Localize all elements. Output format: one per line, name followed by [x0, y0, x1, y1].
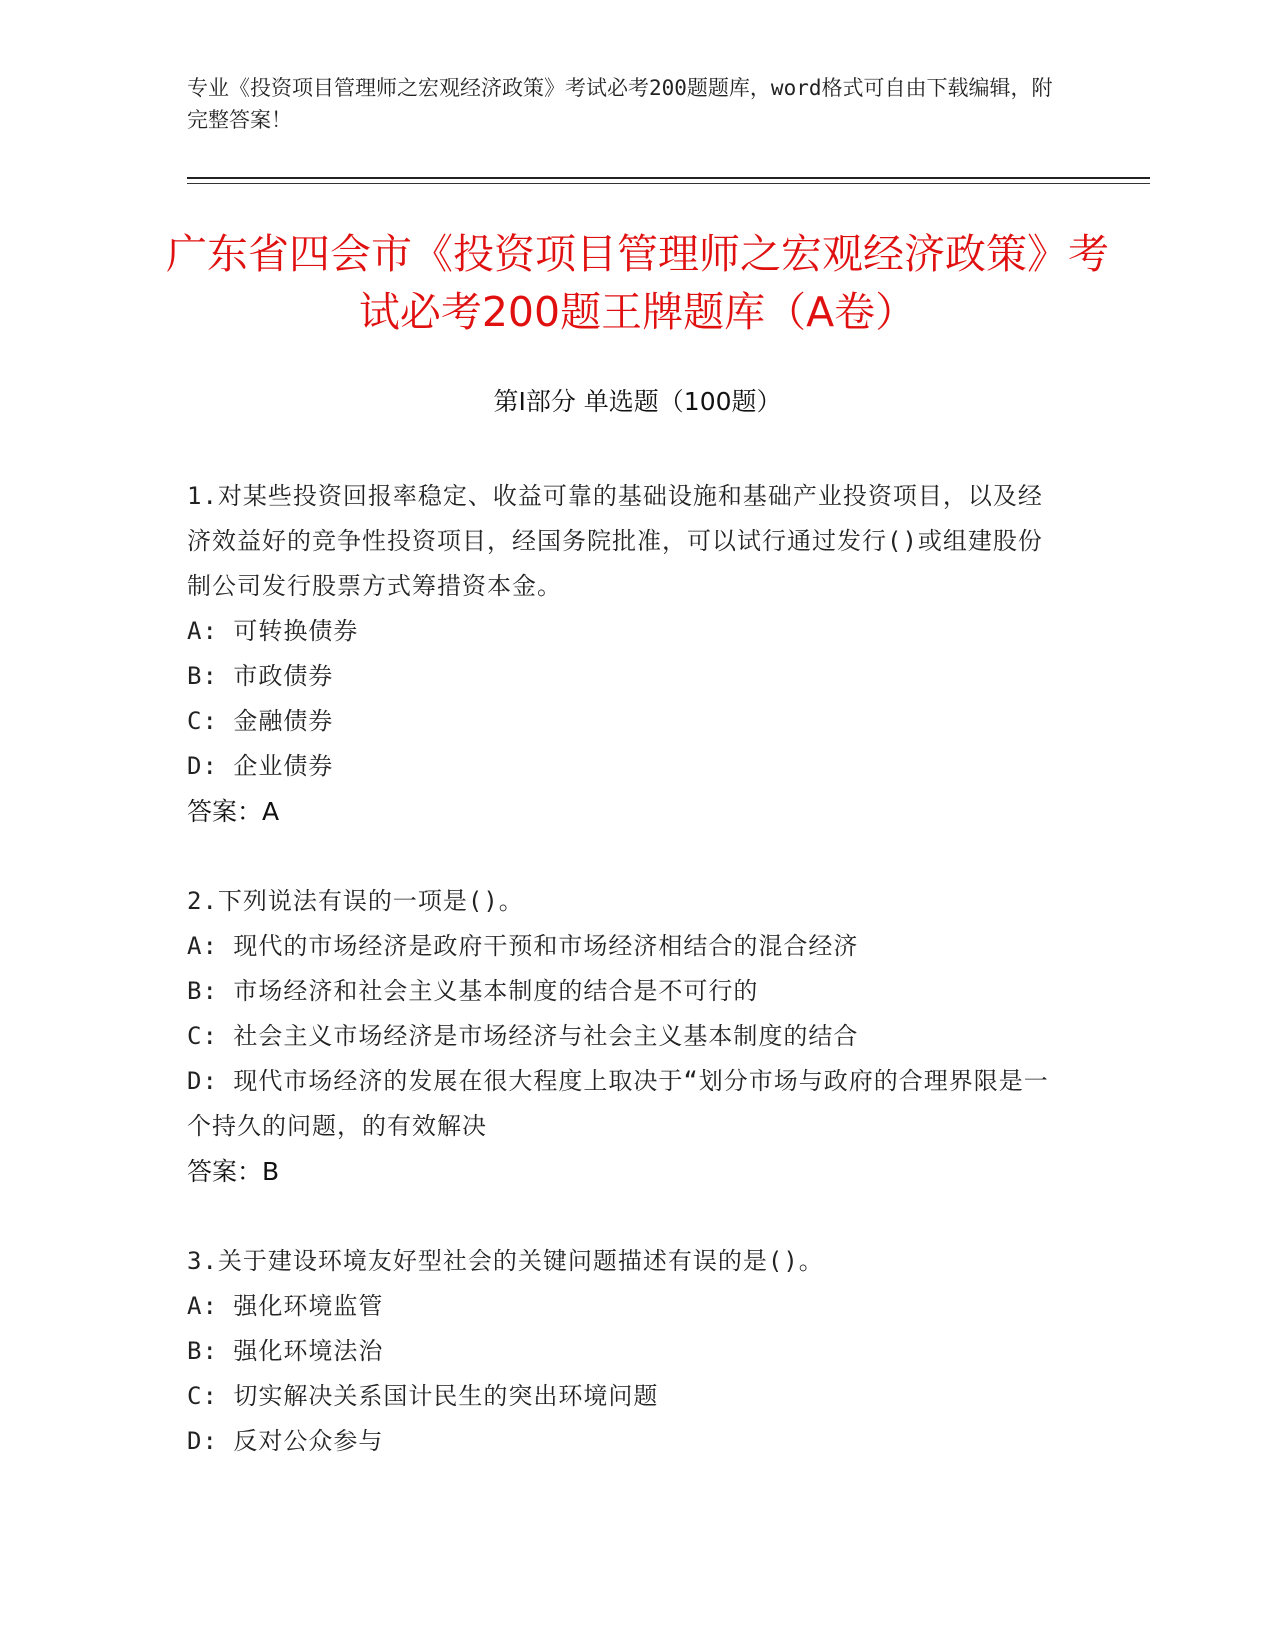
question-text: 2.下列说法有误的一项是()。 — [187, 887, 524, 915]
option-b: B: 市政债券 — [187, 662, 334, 690]
option-a: A: 强化环境监管 — [187, 1292, 384, 1320]
question-1 — [187, 474, 1067, 834]
option-c: C: 社会主义市场经济是市场经济与社会主义基本制度的结合 — [187, 1022, 859, 1050]
question-list — [187, 474, 1067, 1509]
question-text: 3.关于建设环境友好型社会的关键问题描述有误的是()。 — [187, 1247, 824, 1275]
option-d: D: 现代市场经济的发展在很大程度上取决于“划分市场与政府的合理界限是一个持久的问题，的有效解决 — [187, 1067, 1049, 1140]
option-a: A: 现代的市场经济是政府干预和市场经济相结合的混合经济 — [187, 932, 859, 960]
option-b: B: 强化环境法治 — [187, 1337, 384, 1365]
answer: 答案：A — [187, 797, 280, 826]
option-d: D: 反对公众参与 — [187, 1427, 384, 1455]
option-a: A: 可转换债券 — [187, 617, 359, 645]
document-title: 广东省四会市《投资项目管理师之宏观经济政策》考试必考200题王牌题库（A卷） — [166, 230, 1109, 336]
header-rule-thick — [187, 177, 1150, 179]
header-note: 专业《投资项目管理师之宏观经济政策》考试必考200题题库，word格式可自由下载编辑，附完整答案！ — [187, 76, 1053, 132]
option-b: B: 市场经济和社会主义基本制度的结合是不可行的 — [187, 977, 759, 1005]
header-rule-thin — [187, 183, 1150, 184]
option-d: D: 企业债券 — [187, 752, 334, 780]
question-3 — [187, 1239, 1067, 1464]
section-title: 第Ⅰ部分 单选题（100题） — [493, 387, 782, 416]
question-2 — [187, 879, 1067, 1194]
question-text: 1.对某些投资回报率稳定、收益可靠的基础设施和基础产业投资项目，以及经济效益好的竞争性投资项目，经国务院批准，可以试行通过发行()或组建股份制公司发行股票方式筹措资本金。 — [187, 482, 1043, 600]
option-c: C: 金融债券 — [187, 707, 334, 735]
answer: 答案：B — [187, 1157, 280, 1186]
option-c: C: 切实解决关系国计民生的突出环境问题 — [187, 1382, 659, 1410]
